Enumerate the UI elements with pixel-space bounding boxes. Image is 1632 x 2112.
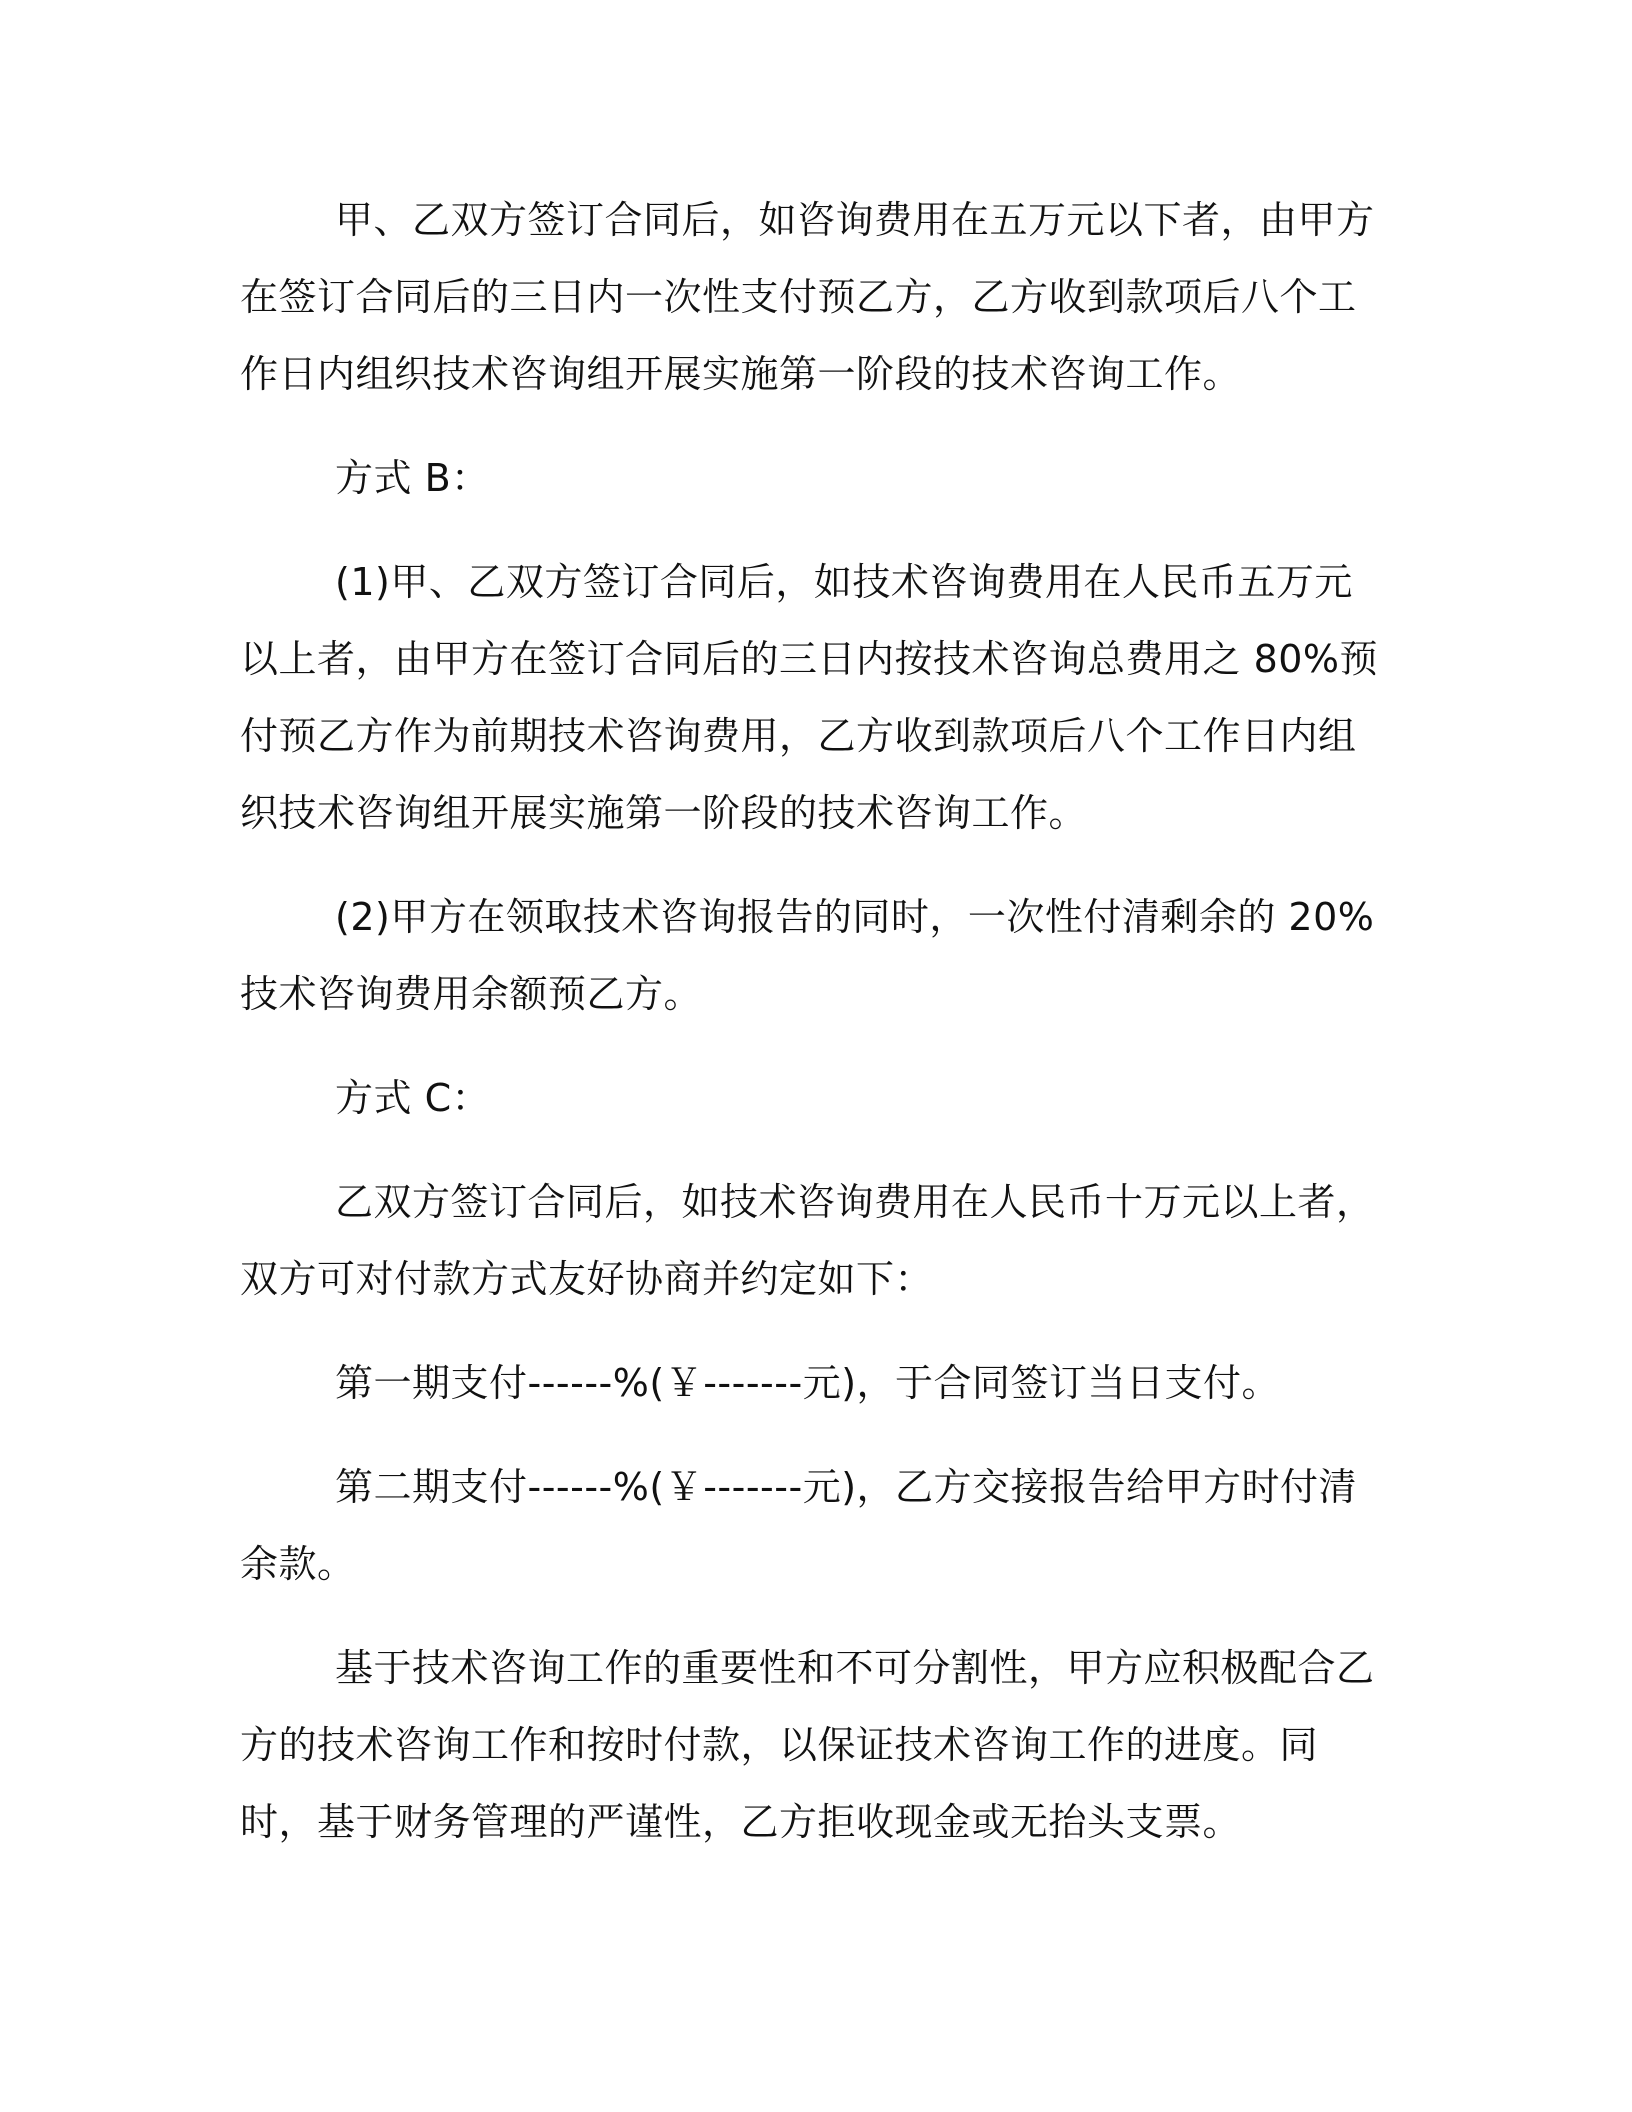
paragraph-method-b-clause-2: (2)甲方在领取技术咨询报告的同时，一次性付清剩余的 20%技术咨询费用余额预乙方。 — [240, 895, 1375, 1016]
paragraph-method-c-intro: 乙双方签订合同后，如技术咨询费用在人民币十万元以上者，双方可对付款方式友好协商并约定如下： — [240, 1180, 1375, 1301]
paragraph-method-b-clause-1: (1)甲、乙双方签订合同后，如技术咨询费用在人民币五万元以上者，由甲方在签订合同后的三日内按技术咨询总费用之 80%预付预乙方作为前期技术咨询费用，乙方收到款项后八个工作日内组织技术咨询组开展实施第一阶段的技术咨询工作。 — [240, 560, 1379, 835]
paragraph-cooperation-terms: 基于技术咨询工作的重要性和不可分割性，甲方应积极配合乙方的技术咨询工作和按时付款，以保证技术咨询工作的进度。同时，基于财务管理的严谨性，乙方拒收现金或无抬头支票。 — [240, 1646, 1375, 1844]
document-body — [240, 182, 1390, 1888]
heading-method-b: 方式 B： — [335, 456, 490, 500]
paragraph-first-installment: 第一期支付------%(￥-------元)，于合同签订当日支付。 — [335, 1361, 1281, 1405]
paragraph-payment-under-50k: 甲、乙双方签订合同后，如咨询费用在五万元以下者，由甲方在签订合同后的三日内一次性支付预乙方，乙方收到款项后八个工作日内组织技术咨询组开展实施第一阶段的技术咨询工作。 — [240, 198, 1375, 396]
heading-method-c: 方式 C： — [335, 1076, 491, 1120]
paragraph-second-installment: 第二期支付------%(￥-------元)，乙方交接报告给甲方时付清余款。 — [240, 1465, 1358, 1586]
